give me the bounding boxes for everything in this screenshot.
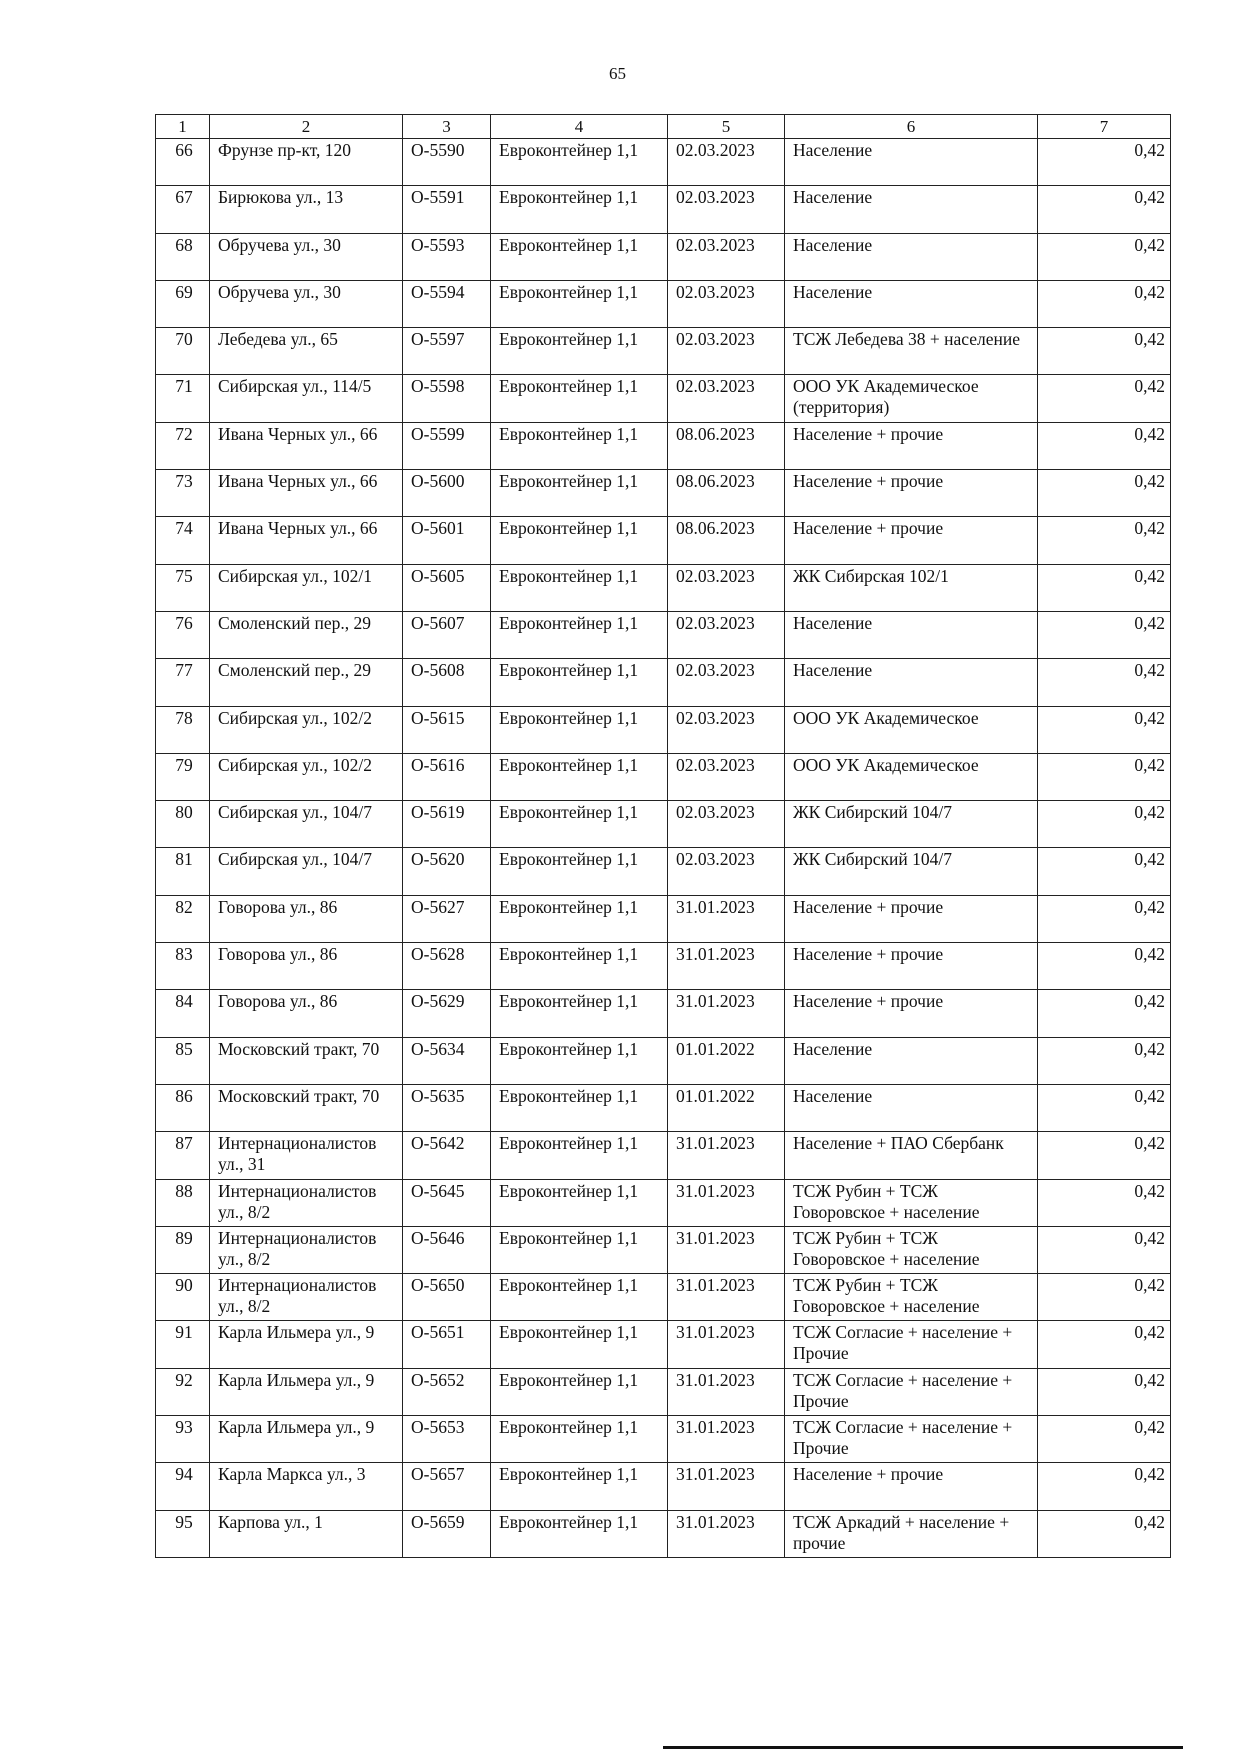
container-type-cell: Евроконтейнер 1,1 [491, 280, 668, 327]
row-number: 67 [156, 186, 210, 233]
table-row [156, 659, 1171, 706]
waste-source-cell: ТСЖ Согласие + население + Прочие [785, 1368, 1038, 1415]
address-cell: Интернационалистов ул., 8/2 [210, 1179, 403, 1226]
date-cell: 31.01.2023 [668, 1463, 785, 1510]
row-number: 89 [156, 1226, 210, 1273]
address-cell: Карла Маркса ул., 3 [210, 1463, 403, 1510]
container-type-cell: Евроконтейнер 1,1 [491, 1037, 668, 1084]
header-col-4: 4 [491, 115, 668, 139]
row-number: 82 [156, 895, 210, 942]
site-code-cell: О-5597 [403, 328, 491, 375]
waste-source-cell: ТСЖ Согласие + население + Прочие [785, 1321, 1038, 1368]
container-type-cell: Евроконтейнер 1,1 [491, 564, 668, 611]
table-row [156, 706, 1171, 753]
row-number: 83 [156, 943, 210, 990]
date-cell: 02.03.2023 [668, 280, 785, 327]
waste-source-cell: Население [785, 1037, 1038, 1084]
table-row [156, 1321, 1171, 1368]
address-cell: Говорова ул., 86 [210, 895, 403, 942]
site-code-cell: О-5619 [403, 801, 491, 848]
row-number: 93 [156, 1416, 210, 1463]
address-cell: Сибирская ул., 104/7 [210, 801, 403, 848]
waste-source-cell: ЖК Сибирский 104/7 [785, 848, 1038, 895]
address-cell: Карла Ильмера ул., 9 [210, 1416, 403, 1463]
address-cell: Сибирская ул., 102/1 [210, 564, 403, 611]
table-row [156, 1179, 1171, 1226]
volume-cell: 0,42 [1038, 1179, 1171, 1226]
row-number: 87 [156, 1132, 210, 1179]
site-code-cell: О-5598 [403, 375, 491, 422]
table-row [156, 233, 1171, 280]
site-code-cell: О-5645 [403, 1179, 491, 1226]
site-code-cell: О-5616 [403, 753, 491, 800]
date-cell: 02.03.2023 [668, 659, 785, 706]
container-type-cell: Евроконтейнер 1,1 [491, 517, 668, 564]
table-row [156, 1037, 1171, 1084]
container-type-cell: Евроконтейнер 1,1 [491, 706, 668, 753]
waste-source-cell: Население [785, 280, 1038, 327]
date-cell: 31.01.2023 [668, 1510, 785, 1557]
table-row [156, 375, 1171, 422]
row-number: 73 [156, 470, 210, 517]
header-col-2: 2 [210, 115, 403, 139]
site-code-cell: О-5590 [403, 139, 491, 186]
table-row [156, 1084, 1171, 1131]
waste-source-cell: ООО УК Академическое [785, 753, 1038, 800]
address-cell: Смоленский пер., 29 [210, 611, 403, 658]
waste-source-cell: Население [785, 233, 1038, 280]
address-cell: Лебедева ул., 65 [210, 328, 403, 375]
table-row [156, 139, 1171, 186]
header-col-6: 6 [785, 115, 1038, 139]
waste-source-cell: Население + прочие [785, 943, 1038, 990]
address-cell: Говорова ул., 86 [210, 943, 403, 990]
date-cell: 31.01.2023 [668, 895, 785, 942]
container-type-cell: Евроконтейнер 1,1 [491, 233, 668, 280]
volume-cell: 0,42 [1038, 943, 1171, 990]
volume-cell: 0,42 [1038, 564, 1171, 611]
site-code-cell: О-5600 [403, 470, 491, 517]
container-type-cell: Евроконтейнер 1,1 [491, 422, 668, 469]
container-type-cell: Евроконтейнер 1,1 [491, 895, 668, 942]
site-code-cell: О-5627 [403, 895, 491, 942]
address-cell: Московский тракт, 70 [210, 1084, 403, 1131]
address-cell: Смоленский пер., 29 [210, 659, 403, 706]
container-type-cell: Евроконтейнер 1,1 [491, 801, 668, 848]
waste-source-cell: ТСЖ Аркадий + население + прочие [785, 1510, 1038, 1557]
waste-source-cell: Население [785, 611, 1038, 658]
header-col-5: 5 [668, 115, 785, 139]
row-number: 68 [156, 233, 210, 280]
date-cell: 08.06.2023 [668, 470, 785, 517]
volume-cell: 0,42 [1038, 233, 1171, 280]
container-type-cell: Евроконтейнер 1,1 [491, 990, 668, 1037]
date-cell: 02.03.2023 [668, 801, 785, 848]
table-row [156, 328, 1171, 375]
address-cell: Московский тракт, 70 [210, 1037, 403, 1084]
table-row [156, 564, 1171, 611]
container-type-cell: Евроконтейнер 1,1 [491, 1274, 668, 1321]
address-cell: Ивана Черных ул., 66 [210, 517, 403, 564]
container-type-cell: Евроконтейнер 1,1 [491, 328, 668, 375]
site-code-cell: О-5593 [403, 233, 491, 280]
site-code-cell: О-5594 [403, 280, 491, 327]
row-number: 77 [156, 659, 210, 706]
waste-source-cell: ЖК Сибирский 104/7 [785, 801, 1038, 848]
container-type-cell: Евроконтейнер 1,1 [491, 470, 668, 517]
table-row [156, 943, 1171, 990]
date-cell: 02.03.2023 [668, 233, 785, 280]
date-cell: 02.03.2023 [668, 186, 785, 233]
row-number: 69 [156, 280, 210, 327]
date-cell: 01.01.2022 [668, 1037, 785, 1084]
row-number: 79 [156, 753, 210, 800]
waste-source-cell: Население [785, 659, 1038, 706]
site-code-cell: О-5628 [403, 943, 491, 990]
container-type-cell: Евроконтейнер 1,1 [491, 848, 668, 895]
site-code-cell: О-5650 [403, 1274, 491, 1321]
date-cell: 31.01.2023 [668, 1132, 785, 1179]
page-number: 65 [609, 64, 626, 83]
date-cell: 31.01.2023 [668, 1368, 785, 1415]
address-cell: Сибирская ул., 114/5 [210, 375, 403, 422]
volume-cell: 0,42 [1038, 801, 1171, 848]
waste-source-cell: Население [785, 139, 1038, 186]
table-row [156, 990, 1171, 1037]
date-cell: 31.01.2023 [668, 1321, 785, 1368]
waste-source-cell: ТСЖ Лебедева 38 + население [785, 328, 1038, 375]
site-code-cell: О-5615 [403, 706, 491, 753]
row-number: 90 [156, 1274, 210, 1321]
waste-source-cell: Население + прочие [785, 470, 1038, 517]
volume-cell: 0,42 [1038, 1416, 1171, 1463]
header-col-3: 3 [403, 115, 491, 139]
address-cell: Интернационалистов ул., 8/2 [210, 1226, 403, 1273]
row-number: 91 [156, 1321, 210, 1368]
address-cell: Сибирская ул., 104/7 [210, 848, 403, 895]
volume-cell: 0,42 [1038, 1037, 1171, 1084]
volume-cell: 0,42 [1038, 1084, 1171, 1131]
waste-source-cell: Население + прочие [785, 1463, 1038, 1510]
row-number: 81 [156, 848, 210, 895]
table-row [156, 1226, 1171, 1273]
volume-cell: 0,42 [1038, 470, 1171, 517]
table-row [156, 1132, 1171, 1179]
volume-cell: 0,42 [1038, 659, 1171, 706]
volume-cell: 0,42 [1038, 1132, 1171, 1179]
table-row [156, 470, 1171, 517]
date-cell: 02.03.2023 [668, 706, 785, 753]
table-row [156, 422, 1171, 469]
site-code-cell: О-5635 [403, 1084, 491, 1131]
waste-source-cell: Население + прочие [785, 895, 1038, 942]
date-cell: 31.01.2023 [668, 1416, 785, 1463]
date-cell: 02.03.2023 [668, 375, 785, 422]
waste-source-cell: ТСЖ Рубин + ТСЖ Говоровское + население [785, 1274, 1038, 1321]
volume-cell: 0,42 [1038, 1463, 1171, 1510]
row-number: 70 [156, 328, 210, 375]
volume-cell: 0,42 [1038, 375, 1171, 422]
volume-cell: 0,42 [1038, 1274, 1171, 1321]
volume-cell: 0,42 [1038, 611, 1171, 658]
row-number: 92 [156, 1368, 210, 1415]
site-code-cell: О-5659 [403, 1510, 491, 1557]
footer-rule [663, 1746, 1183, 1749]
container-type-cell: Евроконтейнер 1,1 [491, 1416, 668, 1463]
site-code-cell: О-5653 [403, 1416, 491, 1463]
table-row [156, 848, 1171, 895]
container-type-cell: Евроконтейнер 1,1 [491, 1132, 668, 1179]
table-row [156, 753, 1171, 800]
row-number: 84 [156, 990, 210, 1037]
address-cell: Интернационалистов ул., 8/2 [210, 1274, 403, 1321]
date-cell: 31.01.2023 [668, 1226, 785, 1273]
volume-cell: 0,42 [1038, 1226, 1171, 1273]
address-cell: Фрунзе пр-кт, 120 [210, 139, 403, 186]
row-number: 85 [156, 1037, 210, 1084]
volume-cell: 0,42 [1038, 139, 1171, 186]
container-type-cell: Евроконтейнер 1,1 [491, 659, 668, 706]
site-code-cell: О-5591 [403, 186, 491, 233]
table-header [156, 115, 1171, 139]
volume-cell: 0,42 [1038, 422, 1171, 469]
row-number: 94 [156, 1463, 210, 1510]
container-type-cell: Евроконтейнер 1,1 [491, 611, 668, 658]
table-row [156, 611, 1171, 658]
table-row [156, 1274, 1171, 1321]
container-type-cell: Евроконтейнер 1,1 [491, 1321, 668, 1368]
waste-source-cell: Население + ПАО Сбербанк [785, 1132, 1038, 1179]
row-number: 66 [156, 139, 210, 186]
waste-source-cell: Население + прочие [785, 422, 1038, 469]
date-cell: 02.03.2023 [668, 611, 785, 658]
container-type-cell: Евроконтейнер 1,1 [491, 1084, 668, 1131]
table-row [156, 895, 1171, 942]
volume-cell: 0,42 [1038, 186, 1171, 233]
row-number: 76 [156, 611, 210, 658]
waste-source-cell: ООО УК Академическое (территория) [785, 375, 1038, 422]
container-type-cell: Евроконтейнер 1,1 [491, 139, 668, 186]
volume-cell: 0,42 [1038, 517, 1171, 564]
site-code-cell: О-5629 [403, 990, 491, 1037]
row-number: 74 [156, 517, 210, 564]
address-cell: Карла Ильмера ул., 9 [210, 1321, 403, 1368]
table-row [156, 1463, 1171, 1510]
volume-cell: 0,42 [1038, 280, 1171, 327]
volume-cell: 0,42 [1038, 1321, 1171, 1368]
row-number: 80 [156, 801, 210, 848]
waste-source-cell: Население + прочие [785, 990, 1038, 1037]
waste-source-cell: Население [785, 186, 1038, 233]
date-cell: 02.03.2023 [668, 564, 785, 611]
date-cell: 02.03.2023 [668, 328, 785, 375]
site-code-cell: О-5620 [403, 848, 491, 895]
site-code-cell: О-5607 [403, 611, 491, 658]
table-row [156, 1368, 1171, 1415]
volume-cell: 0,42 [1038, 753, 1171, 800]
container-type-cell: Евроконтейнер 1,1 [491, 1368, 668, 1415]
address-cell: Сибирская ул., 102/2 [210, 706, 403, 753]
volume-cell: 0,42 [1038, 990, 1171, 1037]
waste-source-cell: ООО УК Академическое [785, 706, 1038, 753]
date-cell: 02.03.2023 [668, 848, 785, 895]
site-code-cell: О-5652 [403, 1368, 491, 1415]
waste-source-cell: Население [785, 1084, 1038, 1131]
table-row [156, 1510, 1171, 1557]
address-cell: Интернационалистов ул., 31 [210, 1132, 403, 1179]
container-type-cell: Евроконтейнер 1,1 [491, 375, 668, 422]
volume-cell: 0,42 [1038, 1510, 1171, 1557]
site-code-cell: О-5599 [403, 422, 491, 469]
volume-cell: 0,42 [1038, 848, 1171, 895]
date-cell: 31.01.2023 [668, 1274, 785, 1321]
site-code-cell: О-5651 [403, 1321, 491, 1368]
date-cell: 31.01.2023 [668, 943, 785, 990]
date-cell: 08.06.2023 [668, 517, 785, 564]
waste-source-cell: ЖК Сибирская 102/1 [785, 564, 1038, 611]
container-type-cell: Евроконтейнер 1,1 [491, 1179, 668, 1226]
site-code-cell: О-5634 [403, 1037, 491, 1084]
address-cell: Сибирская ул., 102/2 [210, 753, 403, 800]
address-cell: Ивана Черных ул., 66 [210, 470, 403, 517]
site-code-cell: О-5657 [403, 1463, 491, 1510]
site-code-cell: О-5601 [403, 517, 491, 564]
volume-cell: 0,42 [1038, 1368, 1171, 1415]
table-row [156, 280, 1171, 327]
waste-source-cell: ТСЖ Согласие + население + Прочие [785, 1416, 1038, 1463]
row-number: 88 [156, 1179, 210, 1226]
table-row [156, 1416, 1171, 1463]
date-cell: 02.03.2023 [668, 139, 785, 186]
container-type-cell: Евроконтейнер 1,1 [491, 1226, 668, 1273]
date-cell: 08.06.2023 [668, 422, 785, 469]
container-type-cell: Евроконтейнер 1,1 [491, 186, 668, 233]
date-cell: 31.01.2023 [668, 990, 785, 1037]
row-number: 75 [156, 564, 210, 611]
row-number: 72 [156, 422, 210, 469]
address-cell: Бирюкова ул., 13 [210, 186, 403, 233]
site-code-cell: О-5608 [403, 659, 491, 706]
container-type-cell: Евроконтейнер 1,1 [491, 1463, 668, 1510]
waste-source-cell: Население + прочие [785, 517, 1038, 564]
register-table [155, 114, 1171, 1558]
table-body [156, 139, 1171, 1558]
site-code-cell: О-5646 [403, 1226, 491, 1273]
volume-cell: 0,42 [1038, 328, 1171, 375]
address-cell: Ивана Черных ул., 66 [210, 422, 403, 469]
container-type-cell: Евроконтейнер 1,1 [491, 753, 668, 800]
row-number: 78 [156, 706, 210, 753]
row-number: 71 [156, 375, 210, 422]
address-cell: Карла Ильмера ул., 9 [210, 1368, 403, 1415]
site-code-cell: О-5642 [403, 1132, 491, 1179]
table-row [156, 186, 1171, 233]
container-type-cell: Евроконтейнер 1,1 [491, 1510, 668, 1557]
volume-cell: 0,42 [1038, 895, 1171, 942]
table-row [156, 801, 1171, 848]
address-cell: Обручева ул., 30 [210, 233, 403, 280]
address-cell: Обручева ул., 30 [210, 280, 403, 327]
waste-source-cell: ТСЖ Рубин + ТСЖ Говоровское + население [785, 1179, 1038, 1226]
date-cell: 02.03.2023 [668, 753, 785, 800]
date-cell: 01.01.2022 [668, 1084, 785, 1131]
date-cell: 31.01.2023 [668, 1179, 785, 1226]
row-number: 95 [156, 1510, 210, 1557]
volume-cell: 0,42 [1038, 706, 1171, 753]
waste-source-cell: ТСЖ Рубин + ТСЖ Говоровское + население [785, 1226, 1038, 1273]
header-col-7: 7 [1038, 115, 1171, 139]
address-cell: Говорова ул., 86 [210, 990, 403, 1037]
container-type-cell: Евроконтейнер 1,1 [491, 943, 668, 990]
site-code-cell: О-5605 [403, 564, 491, 611]
row-number: 86 [156, 1084, 210, 1131]
header-col-1: 1 [156, 115, 210, 139]
table-row [156, 517, 1171, 564]
address-cell: Карпова ул., 1 [210, 1510, 403, 1557]
